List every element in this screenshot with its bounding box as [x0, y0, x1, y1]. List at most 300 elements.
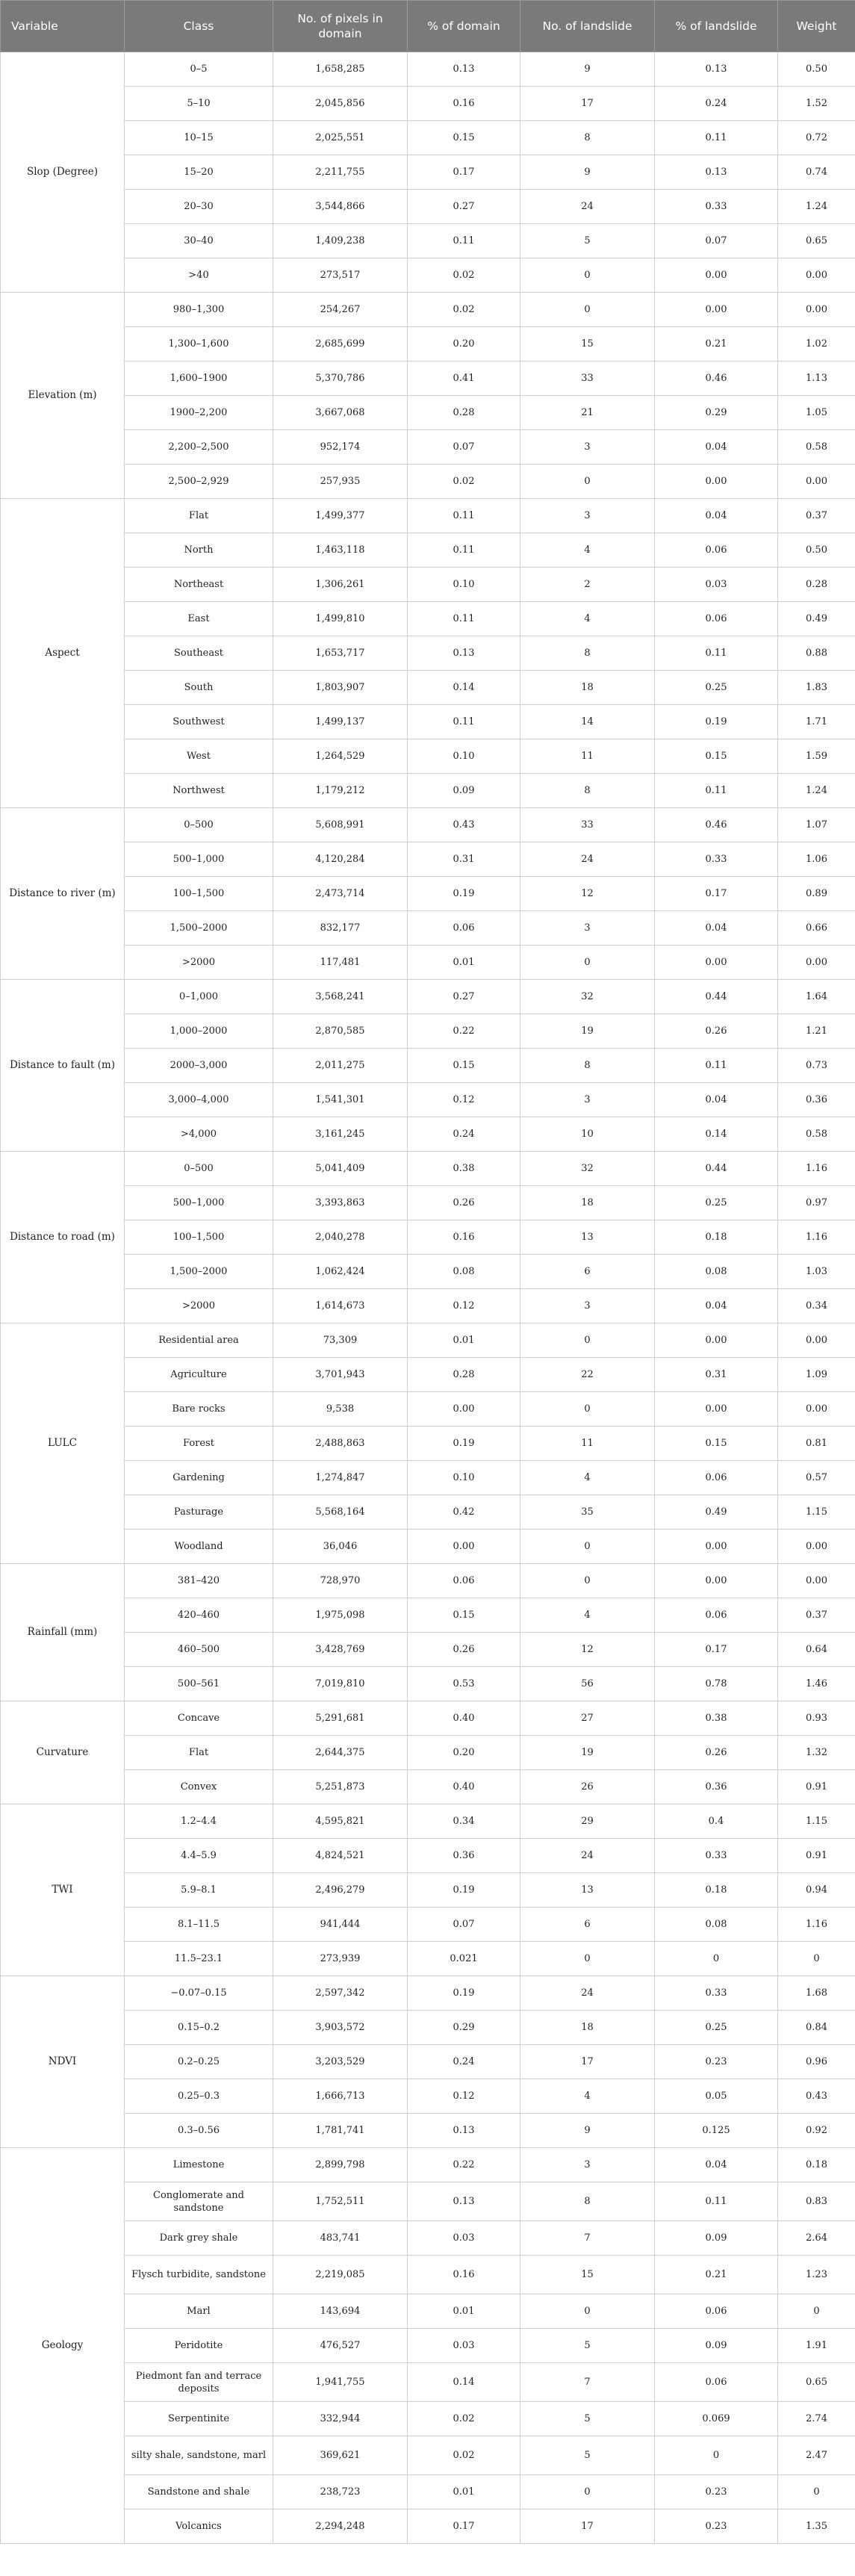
weight-cell: 1.32 [778, 1736, 855, 1770]
weight-cell: 1.24 [778, 774, 855, 808]
table-row [1, 2256, 855, 2294]
table-row [1, 1220, 855, 1255]
pixels-cell: 1,803,907 [273, 671, 408, 705]
weight-cell: 1.64 [778, 980, 855, 1014]
weight-cell: 1.06 [778, 842, 855, 877]
pct-domain-cell: 0.07 [408, 430, 520, 465]
pct-domain-cell: 0.11 [408, 499, 520, 533]
class-cell: Marl [125, 2294, 273, 2329]
table-row [1, 1667, 855, 1701]
table-row [1, 190, 855, 224]
landslides-cell: 33 [520, 808, 655, 842]
class-cell: >2000 [125, 1289, 273, 1323]
table-row [1, 1427, 855, 1461]
table-row [1, 155, 855, 190]
class-cell: 0.15–0.2 [125, 2011, 273, 2045]
table-row [1, 1255, 855, 1289]
weight-cell: 0.00 [778, 1392, 855, 1427]
pixels-cell: 2,644,375 [273, 1736, 408, 1770]
table-row [1, 842, 855, 877]
class-cell: Bare rocks [125, 1392, 273, 1427]
pixels-cell: 2,211,755 [273, 155, 408, 190]
landslides-cell: 0 [520, 2294, 655, 2329]
class-cell: West [125, 739, 273, 774]
pixels-cell: 2,488,863 [273, 1427, 408, 1461]
pixels-cell: 1,752,511 [273, 2182, 408, 2221]
class-cell: >4,000 [125, 1117, 273, 1152]
weight-cell: 1.02 [778, 327, 855, 361]
pct-domain-cell: 0.11 [408, 533, 520, 568]
pct-landslide-cell: 0.31 [655, 1358, 778, 1392]
class-cell: 100–1,500 [125, 877, 273, 911]
weight-cell: 1.16 [778, 1152, 855, 1186]
table-row [1, 774, 855, 808]
pixels-cell: 1,499,377 [273, 499, 408, 533]
pct-domain-cell: 0.12 [408, 1289, 520, 1323]
table-row [1, 2329, 855, 2363]
class-cell: 0.25–0.3 [125, 2079, 273, 2114]
landslides-cell: 0 [520, 1564, 655, 1598]
landslides-cell: 0 [520, 2475, 655, 2510]
table-row [1, 1530, 855, 1564]
landslides-cell: 5 [520, 2402, 655, 2436]
landslides-cell: 8 [520, 1049, 655, 1083]
table-row [1, 1564, 855, 1598]
landslides-cell: 27 [520, 1701, 655, 1736]
pct-domain-cell: 0.10 [408, 1461, 520, 1495]
pct-landslide-cell: 0.00 [655, 946, 778, 980]
table-row [1, 361, 855, 396]
pct-domain-cell: 0.10 [408, 568, 520, 602]
pct-landslide-cell: 0.36 [655, 1770, 778, 1804]
landslides-cell: 32 [520, 1152, 655, 1186]
landslides-cell: 35 [520, 1495, 655, 1530]
landslides-cell: 3 [520, 499, 655, 533]
class-cell: 381–420 [125, 1564, 273, 1598]
pixels-cell: 7,019,810 [273, 1667, 408, 1701]
weight-cell: 2.47 [778, 2436, 855, 2475]
table-row [1, 568, 855, 602]
pixels-cell: 1,274,847 [273, 1461, 408, 1495]
pct-landslide-cell: 0.26 [655, 1014, 778, 1049]
weight-cell: 0 [778, 2475, 855, 2510]
table-row [1, 980, 855, 1014]
table-row [1, 1770, 855, 1804]
landslides-cell: 0 [520, 1942, 655, 1976]
weight-cell: 0.00 [778, 1323, 855, 1358]
table-row [1, 1117, 855, 1152]
pct-domain-cell: 0.43 [408, 808, 520, 842]
pixels-cell: 2,685,699 [273, 327, 408, 361]
weight-cell: 1.21 [778, 1014, 855, 1049]
pct-domain-cell: 0.16 [408, 2256, 520, 2294]
variable-cell: LULC [1, 1323, 125, 1564]
class-cell: Woodland [125, 1530, 273, 1564]
table-row [1, 808, 855, 842]
pixels-cell: 1,463,118 [273, 533, 408, 568]
class-cell: 1,500–2000 [125, 911, 273, 946]
pct-domain-cell: 0.01 [408, 2475, 520, 2510]
class-cell: Southwest [125, 705, 273, 739]
pct-domain-cell: 0.10 [408, 739, 520, 774]
pct-landslide-cell: 0.23 [655, 2510, 778, 2544]
landslides-cell: 3 [520, 2148, 655, 2182]
pct-landslide-cell: 0.13 [655, 155, 778, 190]
pct-landslide-cell: 0.29 [655, 396, 778, 430]
pct-landslide-cell: 0.21 [655, 327, 778, 361]
weight-cell: 1.16 [778, 1220, 855, 1255]
pct-domain-cell: 0.13 [408, 52, 520, 87]
weight-cell: 1.52 [778, 87, 855, 121]
class-cell: Flat [125, 1736, 273, 1770]
pct-domain-cell: 0.00 [408, 1530, 520, 1564]
landslides-cell: 24 [520, 1976, 655, 2011]
pct-landslide-cell: 0.04 [655, 499, 778, 533]
pct-domain-cell: 0.15 [408, 1598, 520, 1633]
table-row [1, 87, 855, 121]
class-cell: Dark grey shale [125, 2221, 273, 2256]
pct-domain-cell: 0.19 [408, 877, 520, 911]
landslides-cell: 0 [520, 1392, 655, 1427]
landslides-cell: 4 [520, 533, 655, 568]
pixels-cell: 257,935 [273, 465, 408, 499]
pct-domain-cell: 0.29 [408, 2011, 520, 2045]
landslides-cell: 17 [520, 2045, 655, 2079]
table-row [1, 1152, 855, 1186]
weight-cell: 1.46 [778, 1667, 855, 1701]
landslides-cell: 5 [520, 2436, 655, 2475]
pct-domain-cell: 0.26 [408, 1186, 520, 1220]
pct-landslide-cell: 0.05 [655, 2079, 778, 2114]
weight-cell: 0.00 [778, 946, 855, 980]
pixels-cell: 1,975,098 [273, 1598, 408, 1633]
class-cell: 420–460 [125, 1598, 273, 1633]
pct-landslide-cell: 0.4 [655, 1804, 778, 1839]
pct-landslide-cell: 0.11 [655, 1049, 778, 1083]
weight-cell: 1.15 [778, 1495, 855, 1530]
class-cell: Southeast [125, 636, 273, 671]
weight-cell: 0.81 [778, 1427, 855, 1461]
pct-landslide-cell: 0.00 [655, 1392, 778, 1427]
class-cell: −0.07–0.15 [125, 1976, 273, 2011]
pct-landslide-cell: 0.44 [655, 980, 778, 1014]
weight-cell: 0.73 [778, 1049, 855, 1083]
class-cell: 1.2–4.4 [125, 1804, 273, 1839]
pixels-cell: 5,251,873 [273, 1770, 408, 1804]
weight-cell: 0.57 [778, 1461, 855, 1495]
pct-landslide-cell: 0.069 [655, 2402, 778, 2436]
pixels-cell: 3,667,068 [273, 396, 408, 430]
pct-domain-cell: 0.08 [408, 1255, 520, 1289]
landslides-cell: 0 [520, 1530, 655, 1564]
variable-cell: Elevation (m) [1, 293, 125, 499]
pct-landslide-cell: 0.04 [655, 1289, 778, 1323]
pct-landslide-cell: 0.78 [655, 1667, 778, 1701]
class-cell: 8.1–11.5 [125, 1908, 273, 1942]
pct-domain-cell: 0.42 [408, 1495, 520, 1530]
weight-cell: 0.84 [778, 2011, 855, 2045]
pct-landslide-cell: 0.06 [655, 2294, 778, 2329]
pct-landslide-cell: 0.24 [655, 87, 778, 121]
weight-cell: 0.58 [778, 1117, 855, 1152]
pct-domain-cell: 0.11 [408, 602, 520, 636]
table-row [1, 671, 855, 705]
landslides-cell: 32 [520, 980, 655, 1014]
table-row [1, 1908, 855, 1942]
pixels-cell: 143,694 [273, 2294, 408, 2329]
class-cell: Sandstone and shale [125, 2475, 273, 2510]
weight-cell: 0.91 [778, 1839, 855, 1873]
landslides-cell: 14 [520, 705, 655, 739]
table-row [1, 602, 855, 636]
pct-domain-cell: 0.28 [408, 396, 520, 430]
weight-cell: 2.74 [778, 2402, 855, 2436]
pct-domain-cell: 0.13 [408, 2114, 520, 2148]
pixels-cell: 5,608,991 [273, 808, 408, 842]
weight-cell: 0.28 [778, 568, 855, 602]
class-cell: silty shale, sandstone, marl [125, 2436, 273, 2475]
weight-cell: 1.13 [778, 361, 855, 396]
pixels-cell: 2,473,714 [273, 877, 408, 911]
landslides-cell: 12 [520, 1633, 655, 1667]
pct-domain-cell: 0.20 [408, 327, 520, 361]
weight-cell: 0.50 [778, 52, 855, 87]
pct-domain-cell: 0.06 [408, 911, 520, 946]
table-row [1, 946, 855, 980]
weight-cell: 0.96 [778, 2045, 855, 2079]
table-row [1, 1461, 855, 1495]
weight-cell: 1.59 [778, 739, 855, 774]
variable-cell: Slop (Degree) [1, 52, 125, 293]
pixels-cell: 941,444 [273, 1908, 408, 1942]
weight-cell: 0.83 [778, 2182, 855, 2221]
landslides-cell: 56 [520, 1667, 655, 1701]
class-cell: Gardening [125, 1461, 273, 1495]
pct-domain-cell: 0.12 [408, 1083, 520, 1117]
pixels-cell: 1,409,238 [273, 224, 408, 258]
weight-cell: 1.07 [778, 808, 855, 842]
table-row [1, 1014, 855, 1049]
table-row [1, 2148, 855, 2182]
pct-landslide-cell: 0.21 [655, 2256, 778, 2294]
pct-landslide-cell: 0.11 [655, 774, 778, 808]
pct-domain-cell: 0.53 [408, 1667, 520, 1701]
pixels-cell: 238,723 [273, 2475, 408, 2510]
landslides-cell: 9 [520, 2114, 655, 2148]
table-row [1, 1633, 855, 1667]
class-cell: East [125, 602, 273, 636]
pct-landslide-cell: 0.49 [655, 1495, 778, 1530]
pixels-cell: 254,267 [273, 293, 408, 327]
class-cell: 5.9–8.1 [125, 1873, 273, 1908]
pct-landslide-cell: 0.33 [655, 1976, 778, 2011]
pct-landslide-cell: 0.00 [655, 293, 778, 327]
landslides-cell: 6 [520, 1908, 655, 1942]
class-cell: 5–10 [125, 87, 273, 121]
weight-cell: 1.68 [778, 1976, 855, 2011]
pct-landslide-cell: 0.00 [655, 1530, 778, 1564]
table-row [1, 2182, 855, 2221]
weight-cell: 0.00 [778, 1564, 855, 1598]
class-cell: Piedmont fan and terrace deposits [125, 2363, 273, 2402]
pct-landslide-cell: 0.125 [655, 2114, 778, 2148]
pct-landslide-cell: 0.11 [655, 121, 778, 155]
table-row [1, 224, 855, 258]
landslides-cell: 11 [520, 739, 655, 774]
landslides-cell: 12 [520, 877, 655, 911]
pct-landslide-cell: 0.04 [655, 430, 778, 465]
pixels-cell: 369,621 [273, 2436, 408, 2475]
landslides-cell: 5 [520, 2329, 655, 2363]
pixels-cell: 117,481 [273, 946, 408, 980]
table-row [1, 1598, 855, 1633]
pct-domain-cell: 0.15 [408, 121, 520, 155]
weight-cell: 0.50 [778, 533, 855, 568]
pct-domain-cell: 0.40 [408, 1701, 520, 1736]
pct-domain-cell: 0.41 [408, 361, 520, 396]
pct-domain-cell: 0.03 [408, 2329, 520, 2363]
landslides-cell: 0 [520, 258, 655, 293]
landslides-cell: 3 [520, 1083, 655, 1117]
landslides-cell: 18 [520, 671, 655, 705]
table-row [1, 52, 855, 87]
pixels-cell: 3,393,863 [273, 1186, 408, 1220]
table-row [1, 2221, 855, 2256]
class-cell: >2000 [125, 946, 273, 980]
pixels-cell: 2,496,279 [273, 1873, 408, 1908]
class-cell: 4.4–5.9 [125, 1839, 273, 1873]
pixels-cell: 1,666,713 [273, 2079, 408, 2114]
pct-domain-cell: 0.24 [408, 2045, 520, 2079]
pixels-cell: 9,538 [273, 1392, 408, 1427]
landslides-cell: 3 [520, 911, 655, 946]
pct-landslide-cell: 0.00 [655, 1323, 778, 1358]
table-row [1, 877, 855, 911]
pct-landslide-cell: 0.25 [655, 1186, 778, 1220]
pct-landslide-cell: 0.25 [655, 671, 778, 705]
pct-domain-cell: 0.40 [408, 1770, 520, 1804]
pixels-cell: 2,040,278 [273, 1220, 408, 1255]
pixels-cell: 4,120,284 [273, 842, 408, 877]
header-row [1, 1, 855, 52]
class-cell: Flat [125, 499, 273, 533]
class-cell: 1,600–1900 [125, 361, 273, 396]
weight-cell: 0.97 [778, 1186, 855, 1220]
pct-domain-cell: 0.11 [408, 705, 520, 739]
pixels-cell: 2,870,585 [273, 1014, 408, 1049]
pct-landslide-cell: 0.13 [655, 52, 778, 87]
table-row [1, 1736, 855, 1770]
pct-landslide-cell: 0.23 [655, 2045, 778, 2079]
weight-cell: 1.83 [778, 671, 855, 705]
class-cell: 500–561 [125, 1667, 273, 1701]
pixels-cell: 3,568,241 [273, 980, 408, 1014]
class-cell: 11.5–23.1 [125, 1942, 273, 1976]
table-row [1, 1358, 855, 1392]
table-row [1, 739, 855, 774]
pixels-cell: 2,597,342 [273, 1976, 408, 2011]
table-row [1, 1049, 855, 1083]
pixels-cell: 5,568,164 [273, 1495, 408, 1530]
pct-domain-cell: 0.17 [408, 155, 520, 190]
weight-cell: 0.18 [778, 2148, 855, 2182]
pixels-cell: 73,309 [273, 1323, 408, 1358]
pct-landslide-cell: 0.17 [655, 877, 778, 911]
landslides-cell: 2 [520, 568, 655, 602]
weight-cell: 0.37 [778, 1598, 855, 1633]
weight-cell: 1.15 [778, 1804, 855, 1839]
pct-landslide-cell: 0.06 [655, 1461, 778, 1495]
class-cell: Conglomerate and sandstone [125, 2182, 273, 2221]
pct-landslide-cell: 0.17 [655, 1633, 778, 1667]
class-cell: 980–1,300 [125, 293, 273, 327]
pixels-cell: 1,179,212 [273, 774, 408, 808]
weight-cell: 0.74 [778, 155, 855, 190]
weight-cell: 0.58 [778, 430, 855, 465]
pct-domain-cell: 0.28 [408, 1358, 520, 1392]
class-cell: South [125, 671, 273, 705]
pct-domain-cell: 0.03 [408, 2221, 520, 2256]
weight-cell: 0.64 [778, 1633, 855, 1667]
pct-landslide-cell: 0.07 [655, 224, 778, 258]
pct-landslide-cell: 0.44 [655, 1152, 778, 1186]
weight-cell: 0.94 [778, 1873, 855, 1908]
class-cell: 0.2–0.25 [125, 2045, 273, 2079]
weight-cell: 0.72 [778, 121, 855, 155]
pct-landslide-cell: 0.46 [655, 361, 778, 396]
landslides-cell: 7 [520, 2221, 655, 2256]
table-row [1, 465, 855, 499]
pixels-cell: 4,824,521 [273, 1839, 408, 1873]
pct-domain-cell: 0.02 [408, 2402, 520, 2436]
landslides-cell: 0 [520, 946, 655, 980]
table-row [1, 1873, 855, 1908]
pct-landslide-cell: 0.33 [655, 190, 778, 224]
header-pct-domain: % of domain [408, 1, 520, 52]
pct-domain-cell: 0.02 [408, 465, 520, 499]
landslides-cell: 21 [520, 396, 655, 430]
class-cell: 0–500 [125, 1152, 273, 1186]
weight-cell: 1.91 [778, 2329, 855, 2363]
class-cell: 15–20 [125, 155, 273, 190]
landslides-cell: 17 [520, 87, 655, 121]
pct-domain-cell: 0.06 [408, 1564, 520, 1598]
class-cell: 1,300–1,600 [125, 327, 273, 361]
pct-landslide-cell: 0.15 [655, 739, 778, 774]
pct-landslide-cell: 0.14 [655, 1117, 778, 1152]
pixels-cell: 5,041,409 [273, 1152, 408, 1186]
table-row [1, 1186, 855, 1220]
landslides-cell: 11 [520, 1427, 655, 1461]
class-cell: Concave [125, 1701, 273, 1736]
table-row [1, 2045, 855, 2079]
table-row [1, 1804, 855, 1839]
pixels-cell: 332,944 [273, 2402, 408, 2436]
weight-cell: 1.23 [778, 2256, 855, 2294]
pct-domain-cell: 0.24 [408, 1117, 520, 1152]
table-row [1, 2402, 855, 2436]
pct-domain-cell: 0.38 [408, 1152, 520, 1186]
pixels-cell: 2,025,551 [273, 121, 408, 155]
landslides-cell: 18 [520, 2011, 655, 2045]
class-cell: 0–5 [125, 52, 273, 87]
class-cell: Northeast [125, 568, 273, 602]
pct-landslide-cell: 0.09 [655, 2221, 778, 2256]
pixels-cell: 952,174 [273, 430, 408, 465]
class-cell: 20–30 [125, 190, 273, 224]
variable-cell: Rainfall (mm) [1, 1564, 125, 1701]
pct-landslide-cell: 0.25 [655, 2011, 778, 2045]
